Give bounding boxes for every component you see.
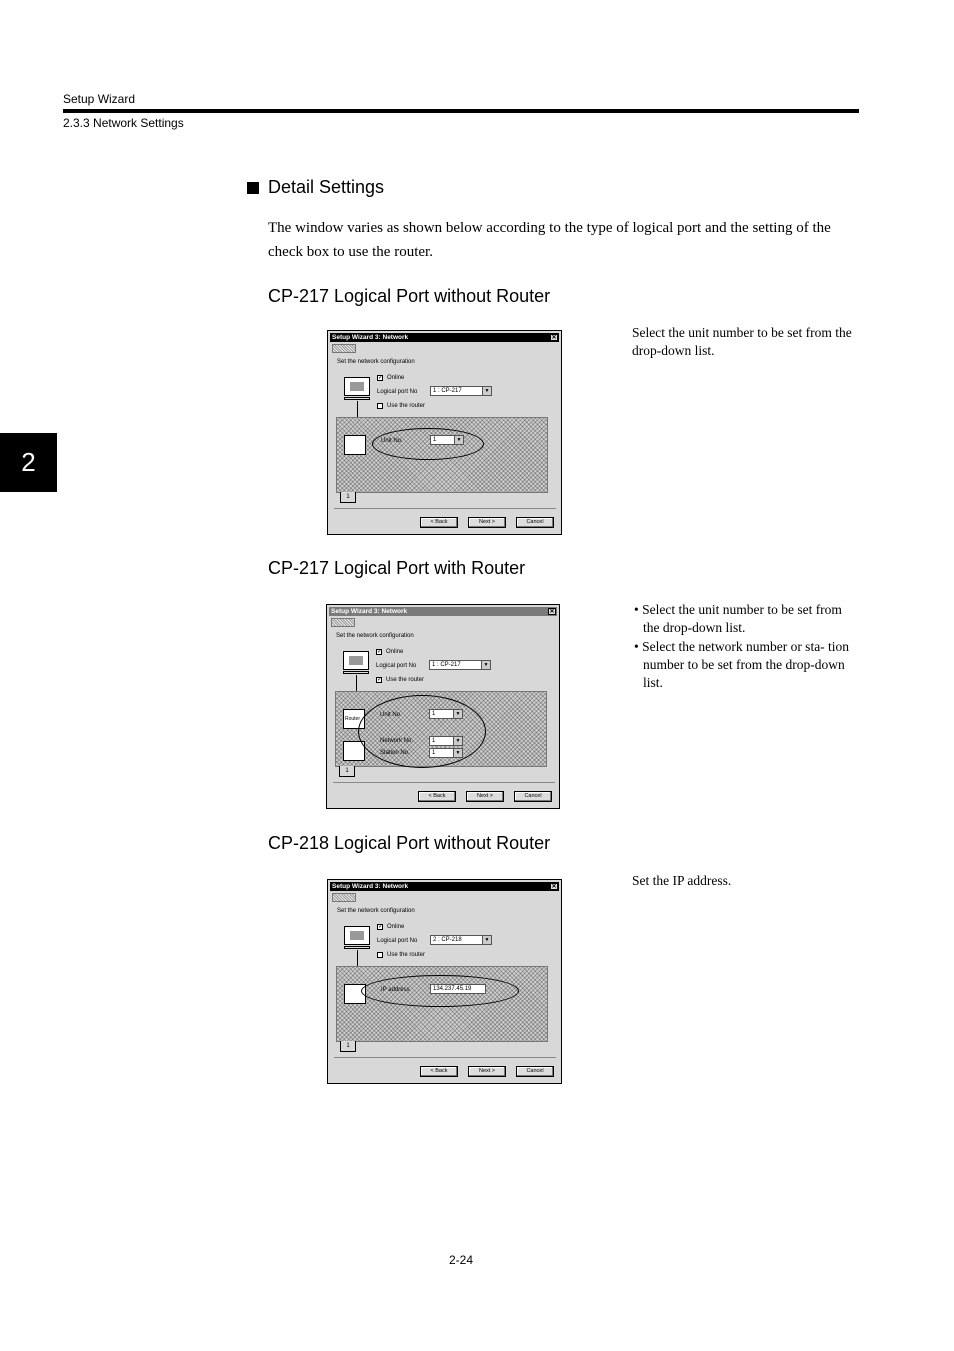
station-no-value: 1 [432, 750, 436, 756]
chevron-down-icon: ▼ [482, 387, 491, 395]
dialog-title-bar [330, 333, 559, 342]
logical-port-value: 2 : CP-218 [433, 937, 462, 943]
section-title [247, 177, 384, 198]
chevron-down-icon: ▼ [453, 737, 462, 745]
computer-icon [344, 377, 370, 399]
online-label: Online [386, 649, 404, 655]
subsection-heading-2: CP-217 Logical Port with Router [268, 558, 526, 578]
running-header-section: 2.3.3 Network Settings [63, 116, 184, 130]
logical-port-label: Logical port No [377, 389, 418, 395]
cancel-button[interactable]: Cancel [516, 517, 554, 528]
highlight-oval [361, 975, 519, 1007]
unit-no-label: Unit No. [381, 438, 403, 444]
unit-icon [344, 435, 366, 455]
chevron-down-icon: ▼ [453, 710, 462, 718]
online-checkbox[interactable]: ✓ [377, 649, 383, 655]
instruction-label: Set the network configuration [336, 633, 414, 639]
tab-1[interactable]: 1 [340, 492, 356, 503]
network-no-label: Network No. [380, 738, 414, 744]
setup-wizard-dialog-2 [326, 604, 560, 809]
network-no-value: 1 [432, 738, 436, 744]
chevron-down-icon: ▼ [454, 436, 463, 444]
station-no-label: Station No. [380, 750, 410, 756]
divider [334, 508, 556, 509]
online-checkbox[interactable]: ✓ [378, 924, 384, 930]
subsection-heading-1: CP-217 Logical Port without Router [268, 286, 551, 306]
header-rule [63, 109, 859, 113]
next-button[interactable]: Next > [466, 791, 504, 802]
dialog-title: Setup Wizard 3: Network [332, 334, 409, 341]
unit-no-label: Unit No. [380, 712, 402, 718]
cancel-button[interactable]: Cancel [514, 791, 552, 802]
page-number: 2-24 [448, 1253, 474, 1267]
dialog-title: Setup Wizard 3: Network [332, 883, 409, 890]
close-button[interactable]: ✕ [549, 609, 555, 615]
note-item: • Select the network number or sta- tion number to be set from the drop-down list. [634, 639, 850, 690]
setup-wizard-dialog-3 [327, 879, 562, 1084]
highlight-oval [358, 695, 486, 768]
tab-1[interactable]: 1 [339, 766, 355, 777]
close-button[interactable]: ✕ [551, 335, 557, 341]
back-button[interactable]: < Back [420, 517, 458, 528]
computer-icon [343, 651, 369, 673]
note-1: Select the unit number to be set from the drop-down list. [632, 325, 852, 358]
logical-port-label: Logical port No [377, 938, 418, 944]
online-label: Online [387, 924, 405, 930]
use-router-checkbox[interactable] [377, 952, 383, 958]
cancel-button[interactable]: Cancel [516, 1066, 554, 1077]
dialog-title: Setup Wizard 3: Network [331, 608, 408, 615]
use-router-checkbox[interactable]: ✓ [377, 677, 383, 683]
logical-port-label: Logical port No [376, 663, 417, 669]
wizard-back-icon [331, 618, 355, 627]
divider [333, 782, 555, 783]
square-bullet-icon [247, 182, 259, 194]
next-button[interactable]: Next > [468, 1066, 506, 1077]
instruction-label: Set the network configuration [337, 908, 415, 914]
intro-paragraph: The window varies as shown below according to the type of logical port and the setting of the check box to use the router. [268, 220, 831, 260]
unit-no-value: 1 [432, 711, 436, 717]
chevron-down-icon: ▼ [481, 661, 490, 669]
instruction-label: Set the network configuration [337, 359, 415, 365]
unit-no-value: 1 [433, 437, 437, 443]
chapter-tab: 2 [0, 433, 57, 492]
chevron-down-icon: ▼ [453, 749, 462, 757]
logical-port-value: 1 : CP-217 [433, 388, 462, 394]
setup-wizard-dialog-1 [327, 330, 562, 535]
router-label: Router [345, 716, 361, 722]
subsection-heading-3: CP-218 Logical Port without Router [268, 833, 551, 853]
highlight-oval [372, 428, 484, 460]
chevron-down-icon: ▼ [482, 936, 491, 944]
dialog-title-bar [330, 882, 559, 891]
section-title-text: Detail Settings [268, 177, 385, 197]
logical-port-value: 1 : CP-217 [432, 662, 461, 668]
use-router-label: Use the router [386, 677, 425, 683]
dialog-title-bar [329, 607, 557, 616]
wizard-back-icon [332, 893, 356, 902]
use-router-label: Use the router [387, 403, 426, 409]
next-button[interactable]: Next > [468, 517, 506, 528]
computer-icon [344, 926, 370, 948]
logical-port-dropdown[interactable] [429, 660, 491, 670]
use-router-label: Use the router [387, 952, 426, 958]
tab-1[interactable]: 1 [340, 1041, 356, 1052]
note-item: • Select the unit number to be set from the drop-down list. [634, 602, 842, 635]
wizard-back-icon [332, 344, 356, 353]
running-header-title: Setup Wizard [63, 92, 136, 106]
back-button[interactable]: < Back [420, 1066, 458, 1077]
logical-port-dropdown[interactable] [430, 386, 492, 396]
divider [334, 1057, 556, 1058]
use-router-checkbox[interactable] [377, 403, 383, 409]
back-button[interactable]: < Back [418, 791, 456, 802]
ip-address-field[interactable]: 134.237.45.19 [430, 984, 486, 994]
online-checkbox[interactable]: ✓ [378, 375, 384, 381]
note-list-2 [632, 601, 852, 693]
note-3: Set the IP address. [632, 873, 732, 888]
online-label: Online [387, 375, 405, 381]
close-button[interactable]: ✕ [551, 884, 557, 890]
ip-address-label: IP address [381, 987, 410, 993]
logical-port-dropdown[interactable] [430, 935, 492, 945]
